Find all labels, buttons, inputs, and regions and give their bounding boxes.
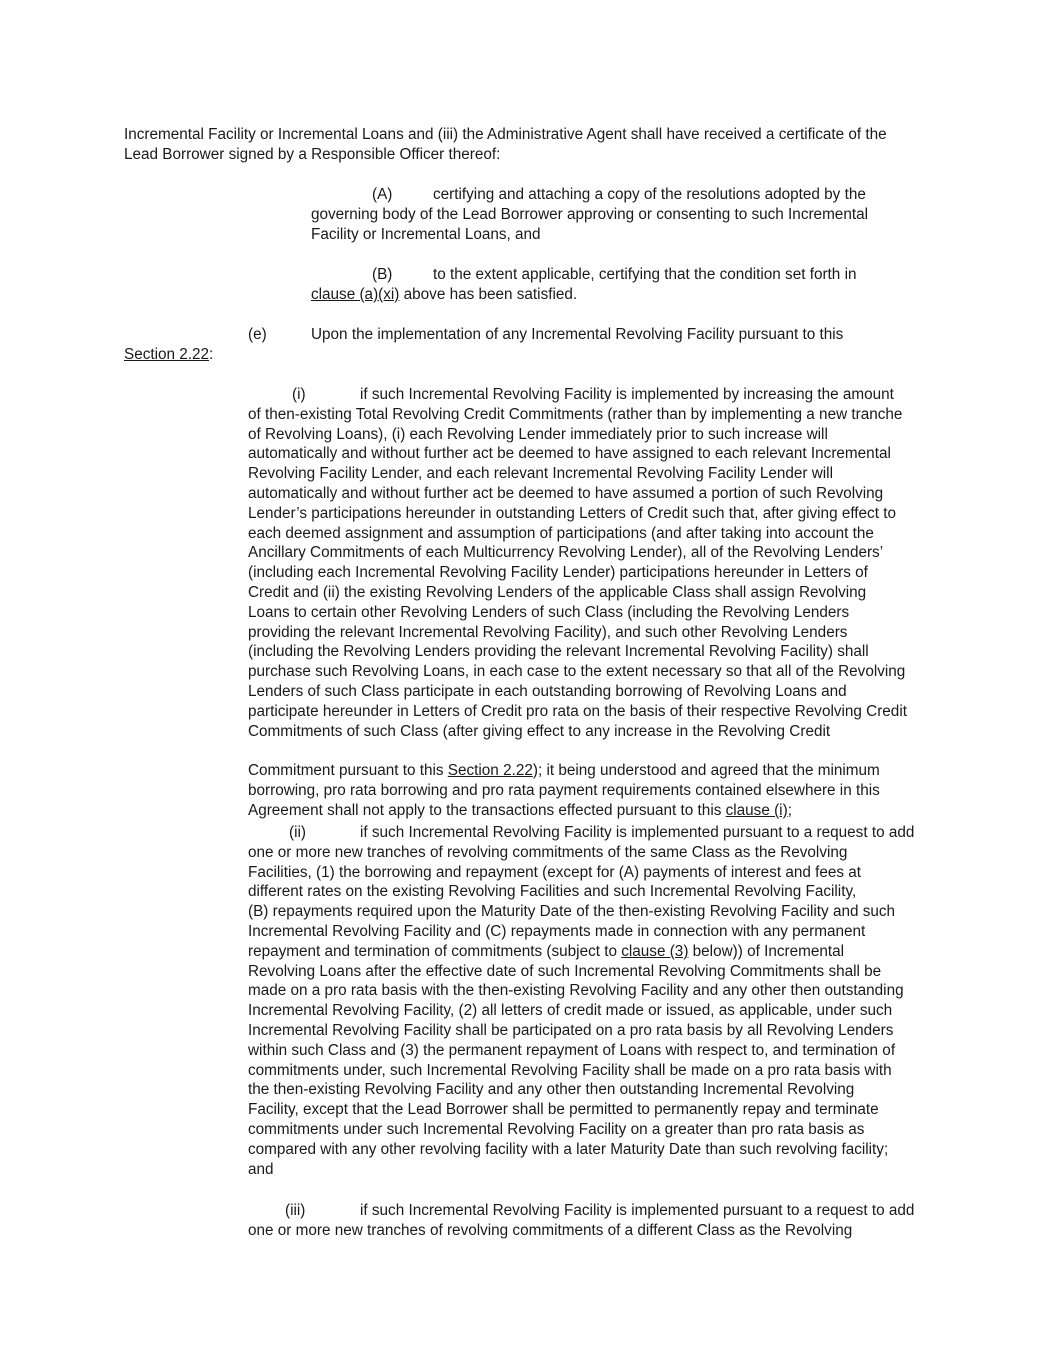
clause-ii-line: one or more new tranches of revolving commitments of the same Class as the Revolving [248,843,848,861]
section-2-22-reference: Section 2.22 [447,762,533,780]
clause-i-line: automatically and without further act be deemed to have assumed a portion of such Revolving [248,484,884,502]
clause-i-line: participate hereunder in Letters of Credit pro rata on the basis of their respective Revolving Credit [248,702,907,720]
clause-i-line: of Revolving Loans), (i) each Revolving Lender immediately prior to such increase will [248,425,828,443]
clause-ii-label: (ii) [289,824,306,841]
clause-ii-text: if such Incremental Revolving Facility is implemented pursuant to a request to add [360,824,915,841]
clause-b-line: clause (a)(xi) above has been satisfied. [311,285,578,303]
clause-ii-line: repayment and termination of commitments (subject to clause (3) below)) of Incremental [248,942,845,960]
clause-i-line: Commitments of such Class (after giving effect to any increase in the Revolving Credit [248,722,831,740]
intro-paragraph [124,125,887,165]
clause-a-xi-reference: clause (a)(xi) [311,285,400,303]
clause-ii-line: the then-existing Revolving Facility and any other then outstanding Incremental Revolving [248,1081,855,1099]
clause-iii [248,1201,914,1241]
clause-ii-line: made on a pro rata basis with the then-existing Revolving Facility and any other then outstanding [248,982,904,1000]
clause-ii-line: compared with any other revolving facility with a later Maturity Date than such revolving facility; [248,1140,889,1158]
clause-ii-line: commitments under such Incremental Revolving Facility on a greater than pro rata basis as [248,1120,865,1138]
clause-ii-line: Facility, except that the Lead Borrower shall be permitted to permanently repay and terminate [248,1101,879,1119]
clause-ii-line: (B) repayments required upon the Maturity Date of the then-existing Revolving Facility and such [248,903,896,921]
clause-e-section-line: Section 2.22: [124,346,214,363]
clause-iii-label: (iii) [285,1202,306,1219]
clause-i-line: of then-existing Total Revolving Credit Commitments (rather than by implementing a new tranche [248,405,903,423]
clause-i-line: Credit and (ii) the existing Revolving Lenders of the applicable Class shall assign Revolving [248,583,867,601]
clause-b-text: to the extent applicable, certifying that the condition set forth in [433,266,857,283]
clause-i-line: purchase such Revolving Loans, in each case to the extent necessary so that all of the Revolving [248,663,906,681]
clause-ii-line: commitments under, such Incremental Revolving Facility shall be made on a pro rata basis with [248,1061,892,1079]
clause-b-label: (B) [372,266,393,283]
clause-a-line: governing body of the Lead Borrower approving or consenting to such Incremental [311,205,868,223]
clause-i-line [248,741,907,761]
clause-i-line: each deemed assignment and assumption of participations (and after taking into account the [248,524,874,542]
clause-i-line: Lenders of such Class participate in each outstanding borrowing of Revolving Loans and [248,682,847,700]
clause-ii-line: within such Class and (3) the permanent repayment of Loans with respect to, and termination of [248,1041,896,1059]
clause-e-text: Upon the implementation of any Incremental Revolving Facility pursuant to this [311,326,844,343]
clause-i-label: (i) [292,386,306,403]
clause-a-line: Facility or Incremental Loans, and [311,225,541,243]
clause-iii-text: if such Incremental Revolving Facility is implemented pursuant to a request to add [360,1202,915,1219]
clause-a-first-line [311,185,868,205]
clause-i-line: providing the relevant Incremental Revolving Facility), and such other Revolving Lenders [248,623,848,641]
clause-a-label: (A) [372,186,393,203]
clause-ii-line: and [248,1160,274,1178]
clause-i-line: Ancillary Commitments of each Multicurrency Revolving Lender), all of the Revolving Lenders’ [248,544,884,562]
clause-i [248,385,907,821]
clause-i-line: (including the Revolving Lenders providing the relevant Incremental Revolving Facility) shall [248,643,869,661]
intro-line: Lead Borrower signed by a Responsible Officer thereof: [124,145,501,163]
clause-e-label: (e) [248,326,267,343]
clause-a-text: certifying and attaching a copy of the resolutions adopted by the [433,186,866,203]
clause-ii-line: Incremental Revolving Facility shall be participated on a pro rata basis by all Revolving Lenders [248,1021,894,1039]
clause-i-line: automatically and without further act be deemed to have assigned to each relevant Incremental [248,445,891,463]
clause-ii-line: Incremental Revolving Facility, (2) all letters of credit made or issued, as applicable, under such [248,1002,893,1020]
clause-i-text: if such Incremental Revolving Facility is implemented by increasing the amount [360,386,894,403]
clause-ii-line: different rates on the existing Revolving Facilities and such Incremental Revolving Facility, [248,883,857,901]
section-2-22-reference: Section 2.22 [124,346,210,363]
clause-i-line: Lender’s participations hereunder in outstanding Letters of Credit such that, after giving effect to [248,504,896,522]
clause-ii-line: Incremental Revolving Facility and (C) repayments made in connection with any permanent [248,922,866,940]
clause-iii-line: one or more new tranches of revolving commitments of a different Class as the Revolving [248,1221,853,1239]
intro-line: Incremental Facility or Incremental Loans and (iii) the Administrative Agent shall have received a certificate of the [124,126,887,143]
clause-i-line: Loans to certain other Revolving Lenders of such Class (including the Revolving Lenders [248,603,850,621]
clause-i-line: Revolving Facility Lender, and each relevant Incremental Revolving Facility Lender will [248,465,833,483]
clause-3-reference: clause (3) [621,942,689,960]
clause-b-first-line [311,265,856,285]
clause-i-line: (including each Incremental Revolving Facility Lender) participations hereunder in Letters of [248,564,868,582]
clause-i-line: Commitment pursuant to this Section 2.22); it being understood and agreed that the minimum [248,762,880,780]
clause-a [311,185,868,244]
clause-i-line: borrowing, pro rata borrowing and pro rata payment requirements contained elsewhere in this [248,781,880,799]
clause-ii [248,823,914,1179]
clause-b [311,265,856,305]
clause-i-line: Agreement shall not apply to the transactions effected pursuant to this clause (i); [248,801,792,819]
clause-e [248,325,843,345]
clause-i-reference: clause (i) [725,801,788,819]
clause-ii-line: Revolving Loans after the effective date of such Incremental Revolving Commitments shall be [248,962,882,980]
clause-ii-line: Facilities, (1) the borrowing and repayment (except for (A) payments of interest and fees at [248,863,862,881]
